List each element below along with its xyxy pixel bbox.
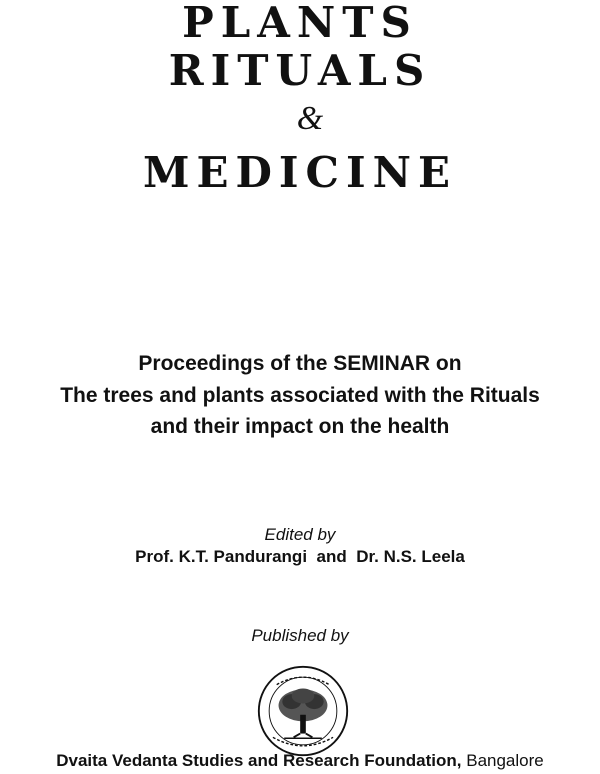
editors-conjunction: and	[316, 547, 347, 566]
publisher-line	[0, 752, 600, 769]
title-line-medicine: MEDICINE	[142, 148, 458, 197]
publisher-name: Dvaita Vedanta Studies and Research Foundation,	[56, 751, 462, 770]
title-line-rituals: RITUALS	[168, 46, 432, 95]
editors-line	[0, 548, 600, 565]
tree-emblem-icon	[256, 664, 350, 758]
editor-2-name: Dr. N.S. Leela	[356, 547, 465, 566]
published-by-label: Published by	[251, 626, 349, 645]
title-line-plants: PLANTS	[182, 0, 418, 47]
editor-1-name: Prof. K.T. Pandurangi	[135, 547, 308, 566]
subtitle-line-1: Proceedings of the SEMINAR on	[138, 352, 462, 375]
subtitle-line-3: and their impact on the health	[150, 415, 450, 438]
subtitle-line-2: The trees and plants associated with the Rituals	[60, 384, 540, 407]
edited-by-label: Edited by	[264, 525, 336, 544]
publisher-city: Bangalore	[466, 751, 544, 770]
title-ampersand: &	[296, 100, 324, 137]
